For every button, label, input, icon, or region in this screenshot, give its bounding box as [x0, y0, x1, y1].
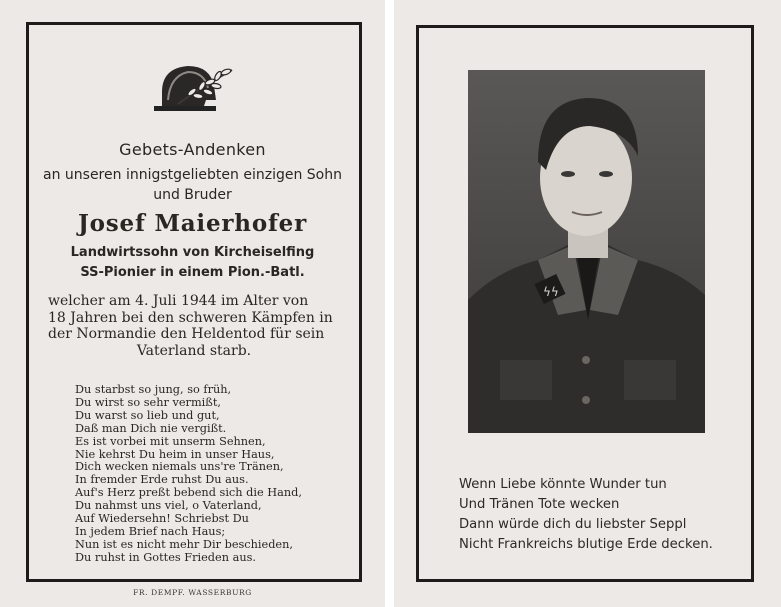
occupation-line: Landwirtssohn von Kircheiselfing	[70, 245, 315, 260]
verse-line: Nicht Frankreichs blutige Erde decken.	[459, 537, 713, 552]
notice-line: welcher am 4. Juli 1944 im Alter von	[48, 293, 309, 309]
poem-line: Du nahmst uns viel, o Vaterland,	[75, 499, 262, 513]
memorial-poem	[75, 384, 335, 565]
farewell-verse	[459, 475, 739, 555]
poem-line: Du wirst so sehr vermißt,	[75, 395, 221, 409]
poem-line: Du warst so lieb und gut,	[75, 408, 220, 422]
card-heading: Gebets-Andenken	[119, 140, 266, 159]
poem-line: In jedem Brief nach Haus;	[75, 524, 226, 538]
intro-line: an unseren innigstgeliebten einzigen Sohn	[43, 167, 342, 183]
verse-line: Dann würde dich du liebster Seppl	[459, 517, 687, 532]
poem-line: Daß man Dich nie vergißt.	[75, 421, 227, 435]
poem-line: Du starbst so jung, so früh,	[75, 383, 232, 396]
deceased-name: Josef Maierhofer	[77, 210, 308, 237]
notice-line: der Normandie den Heldentod für sein	[48, 326, 325, 342]
poem-line: Es ist vorbei mit unserm Sehnen,	[75, 434, 266, 448]
unit-line: SS-Pionier in einem Pion.-Batl.	[80, 265, 305, 280]
poem-line: Du ruhst in Gottes Frieden aus.	[75, 550, 256, 564]
helmet-oak-leaf-emblem	[148, 56, 238, 118]
printer-imprint: FR. DEMPF. WASSERBURG	[133, 588, 252, 597]
poem-line: Auf Wiedersehn! Schriebst Du	[75, 512, 249, 526]
svg-text:ϟϟ: ϟϟ	[543, 285, 559, 299]
notice-line: Vaterland starb.	[136, 342, 252, 359]
death-notice-text	[48, 293, 340, 359]
poem-line: Nie kehrst Du heim in unser Haus,	[75, 447, 275, 461]
verse-line: Und Tränen Tote wecken	[459, 497, 620, 512]
notice-line: 18 Jahren bei den schweren Kämpfen in	[48, 309, 333, 326]
poem-line: Dich wecken niemals uns're Tränen,	[75, 460, 284, 474]
verse-line: Wenn Liebe könnte Wunder tun	[459, 477, 667, 492]
intro-line: und Bruder	[153, 187, 232, 203]
poem-line: Auf's Herz preßt bebend sich die Hand,	[75, 486, 302, 500]
portrait-photo-icon	[468, 70, 705, 433]
poem-line: Nun ist es nicht mehr Dir beschieden,	[75, 537, 293, 551]
poem-line: In fremder Erde ruhst Du aus.	[75, 473, 249, 487]
